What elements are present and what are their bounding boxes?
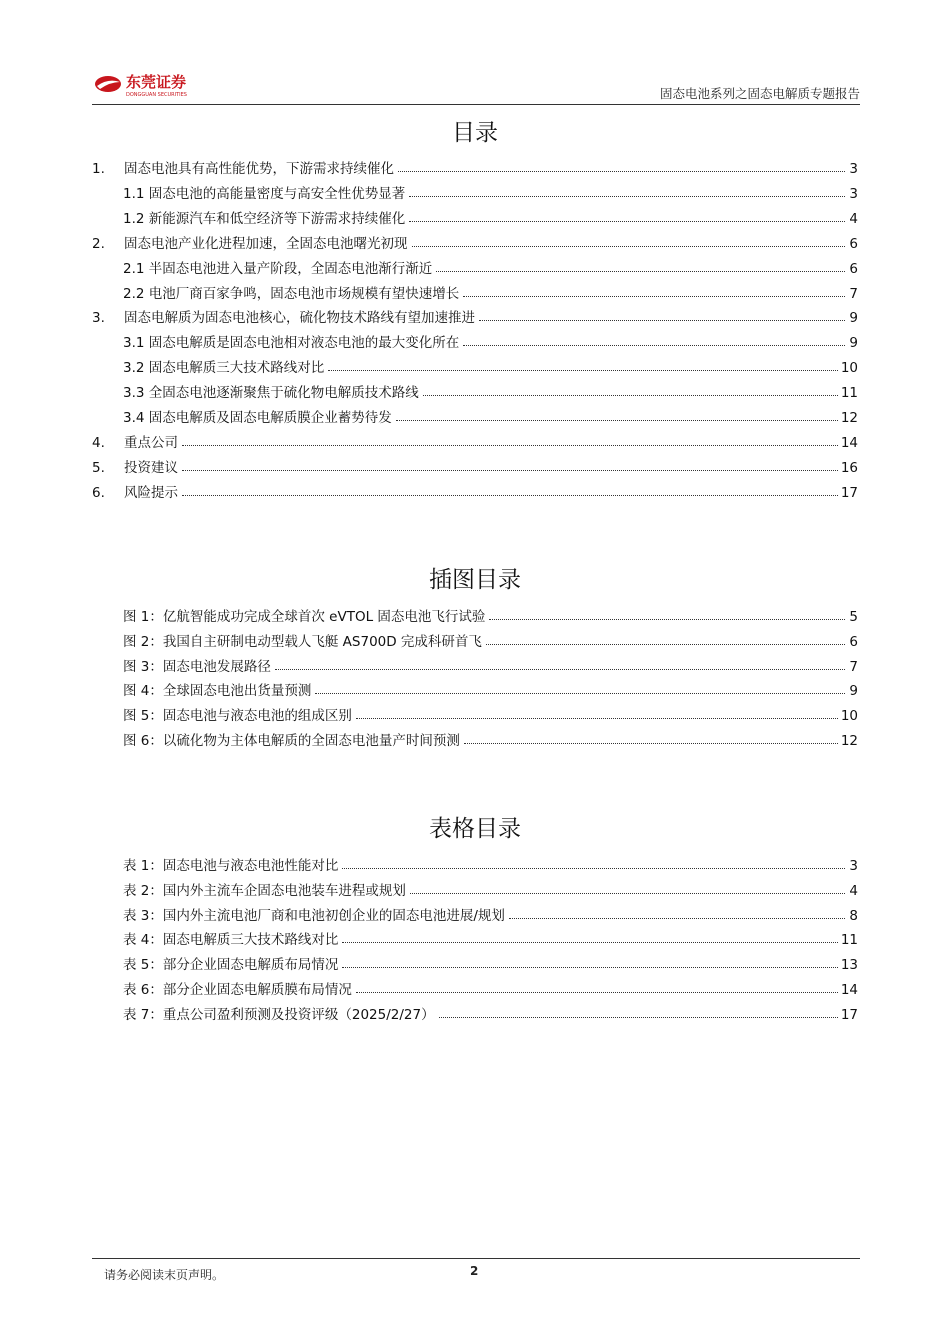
toc-entry-title: 1.2 新能源汽车和低空经济等下游需求持续催化	[123, 210, 406, 227]
toc-title: 目录	[452, 120, 498, 146]
toc-entry-title: 3.4 固态电解质及固态电解质膜企业蓄势待发	[123, 410, 392, 426]
toc-entry-page: 11	[840, 932, 858, 949]
toc-entry-title: 表 7：重点公司盈利预测及投资评级（2025/2/27）	[123, 1006, 435, 1023]
toc-entry[interactable]	[123, 926, 858, 948]
toc-entry[interactable]	[123, 354, 858, 376]
toc-entry[interactable]	[92, 230, 858, 252]
svg-text:DONGGUAN SECURITIES: DONGGUAN SECURITIES	[126, 92, 187, 98]
toc-entry-number: 6.	[92, 484, 105, 501]
toc-entry-title: 3.2 固态电解质三大技术路线对比	[123, 360, 325, 377]
toc-entry[interactable]	[123, 1001, 858, 1023]
toc-entry-title: 风险提示	[124, 484, 178, 501]
toc-entry-page: 10	[840, 708, 858, 725]
toc-entry-title: 表 5：部分企业固态电解质布局情况	[123, 957, 339, 974]
dot-leader	[342, 868, 845, 869]
toc-entry-page: 4	[849, 882, 858, 899]
dot-leader	[396, 420, 838, 421]
dot-leader	[409, 221, 845, 222]
dot-leader	[398, 171, 845, 172]
toc-entry-page: 9	[849, 310, 858, 327]
dot-leader	[412, 246, 846, 247]
dot-leader	[436, 271, 845, 272]
toc-entry[interactable]	[123, 180, 858, 202]
toc-entry-title: 图 3：固态电池发展路径	[123, 658, 271, 675]
toc-entry-page: 17	[840, 484, 858, 501]
toc-entry-page: 3	[849, 161, 858, 177]
toc-entry-page: 14	[840, 434, 858, 451]
toc-entry-page: 3	[849, 858, 858, 874]
dot-leader	[275, 669, 845, 670]
toc-entry-title: 图 5：固态电池与液态电池的组成区别	[123, 708, 352, 725]
report-title: 固态电池系列之固态电解质专题报告	[659, 86, 860, 101]
dot-leader	[182, 495, 838, 496]
dot-leader	[356, 718, 838, 719]
dot-leader	[464, 743, 838, 744]
toc-entry[interactable]	[123, 702, 858, 724]
toc-entry-title: 表 2：国内外主流车企固态电池装车进程或规划	[123, 882, 406, 899]
toc-entry-page: 11	[840, 385, 858, 402]
toc-entry-page: 6	[849, 633, 858, 650]
dot-leader	[463, 296, 845, 297]
toc-entry-title: 表 1：固态电池与液态电池性能对比	[123, 858, 339, 874]
toc-entry-title: 重点公司	[124, 434, 178, 451]
toc-entry-title: 1.1 固态电池的高能量密度与高安全性优势显著	[123, 185, 406, 202]
toc-entry-title: 固态电池产业化进程加速，全固态电池曙光初现	[124, 235, 408, 252]
toc-entry-number: 5.	[92, 459, 105, 476]
toc-entry-page: 9	[849, 683, 858, 700]
toc-entry-page: 5	[849, 609, 858, 625]
dot-leader	[356, 992, 838, 993]
toc-entry-title: 图 1：亿航智能成功完成全球首次 eVTOL 固态电池飞行试验	[123, 609, 486, 625]
toc-entry-title: 3.3 全固态电池逐渐聚焦于硫化物电解质技术路线	[123, 385, 419, 402]
dot-leader	[342, 967, 837, 968]
toc-entry-title: 3.1 固态电解质是固态电池相对液态电池的最大变化所在	[123, 335, 460, 352]
header-divider	[92, 104, 860, 105]
dot-leader	[439, 1017, 838, 1018]
dot-leader	[509, 918, 845, 919]
toc-entry[interactable]	[92, 155, 858, 177]
toc-entry[interactable]	[92, 454, 858, 476]
toc-entry[interactable]	[123, 727, 858, 749]
dot-leader	[489, 619, 845, 620]
dot-leader	[463, 345, 845, 346]
figures-title: 插图目录	[429, 567, 521, 593]
toc-entry-page: 6	[849, 235, 858, 252]
dot-leader	[409, 196, 845, 197]
dot-leader	[423, 395, 838, 396]
dot-leader	[479, 320, 845, 321]
toc-entry[interactable]	[123, 379, 858, 401]
toc-entry-page: 16	[840, 459, 858, 476]
toc-entry-page: 12	[840, 733, 858, 749]
toc-entry[interactable]	[123, 976, 858, 998]
toc-entry-number: 3.	[92, 310, 105, 327]
toc-entry-title: 2.2 电池厂商百家争鸣，固态电池市场规模有望快速增长	[123, 285, 460, 302]
toc-entry-page: 12	[840, 410, 858, 426]
dot-leader	[328, 370, 838, 371]
svg-text:东莞证券: 东莞证券	[126, 73, 187, 91]
toc-entry[interactable]	[123, 951, 858, 973]
toc-entry-number: 1.	[92, 161, 105, 177]
toc-entry[interactable]	[123, 852, 858, 874]
toc-entry-page: 10	[840, 360, 858, 377]
page-number: 2	[470, 1264, 479, 1278]
toc-entry-title: 固态电池具有高性能优势，下游需求持续催化	[124, 161, 394, 177]
dot-leader	[410, 893, 845, 894]
toc-entry-number: 2.	[92, 235, 105, 252]
toc-entry[interactable]	[123, 205, 858, 227]
toc-entry[interactable]	[92, 304, 858, 326]
toc-entry-number: 4.	[92, 434, 105, 451]
toc-entry-page: 9	[849, 335, 858, 352]
toc-entry-title: 表 6：部分企业固态电解质膜布局情况	[123, 982, 352, 998]
toc-entry[interactable]	[92, 429, 858, 451]
toc-entry[interactable]	[123, 653, 858, 675]
toc-entry-title: 表 4：固态电解质三大技术路线对比	[123, 932, 339, 949]
page-header	[92, 70, 860, 104]
toc-entry-title: 固态电解质为固态电池核心，硫化物技术路线有望加速推进	[124, 310, 475, 327]
toc-entry[interactable]	[123, 280, 858, 302]
toc-entry-title: 投资建议	[124, 459, 178, 476]
dot-leader	[486, 644, 845, 645]
toc-entry-page: 13	[840, 957, 858, 974]
toc-entry[interactable]	[123, 404, 858, 426]
toc-entry[interactable]	[123, 677, 858, 699]
dot-leader	[182, 470, 838, 471]
toc-entry[interactable]	[123, 329, 858, 351]
dot-leader	[182, 445, 838, 446]
tables-title: 表格目录	[429, 816, 521, 842]
toc-entry-title: 图 2：我国自主研制电动型载人飞艇 AS700D 完成科研首飞	[123, 633, 482, 650]
toc-entry-page: 7	[849, 285, 858, 302]
toc-entry[interactable]	[123, 902, 858, 924]
dot-leader	[315, 693, 845, 694]
dongguan-securities-logo	[92, 70, 242, 100]
footer-disclaimer: 请务必阅读末页声明。	[104, 1268, 225, 1282]
toc-entry[interactable]	[123, 877, 858, 899]
toc-entry[interactable]	[123, 603, 858, 625]
toc-entry-title: 图 6：以硫化物为主体电解质的全固态电池量产时间预测	[123, 733, 460, 749]
toc-entry-page: 6	[849, 260, 858, 277]
toc-entry-page: 14	[840, 982, 858, 998]
toc-entry-page: 3	[849, 185, 858, 202]
toc-entry-page: 4	[849, 210, 858, 227]
footer-divider	[92, 1258, 860, 1259]
toc-entry-title: 2.1 半固态电池进入量产阶段，全固态电池渐行渐近	[123, 260, 433, 277]
toc-entry[interactable]	[92, 479, 858, 501]
toc-entry-page: 17	[840, 1006, 858, 1023]
toc-entry-page: 7	[849, 658, 858, 675]
toc-entry[interactable]	[123, 628, 858, 650]
toc-entry-page: 8	[849, 907, 858, 924]
toc-entry-title: 表 3：国内外主流电池厂商和电池初创企业的固态电池进展/规划	[123, 907, 505, 924]
dot-leader	[342, 942, 837, 943]
toc-entry[interactable]	[123, 255, 858, 277]
toc-entry-title: 图 4：全球固态电池出货量预测	[123, 683, 312, 700]
